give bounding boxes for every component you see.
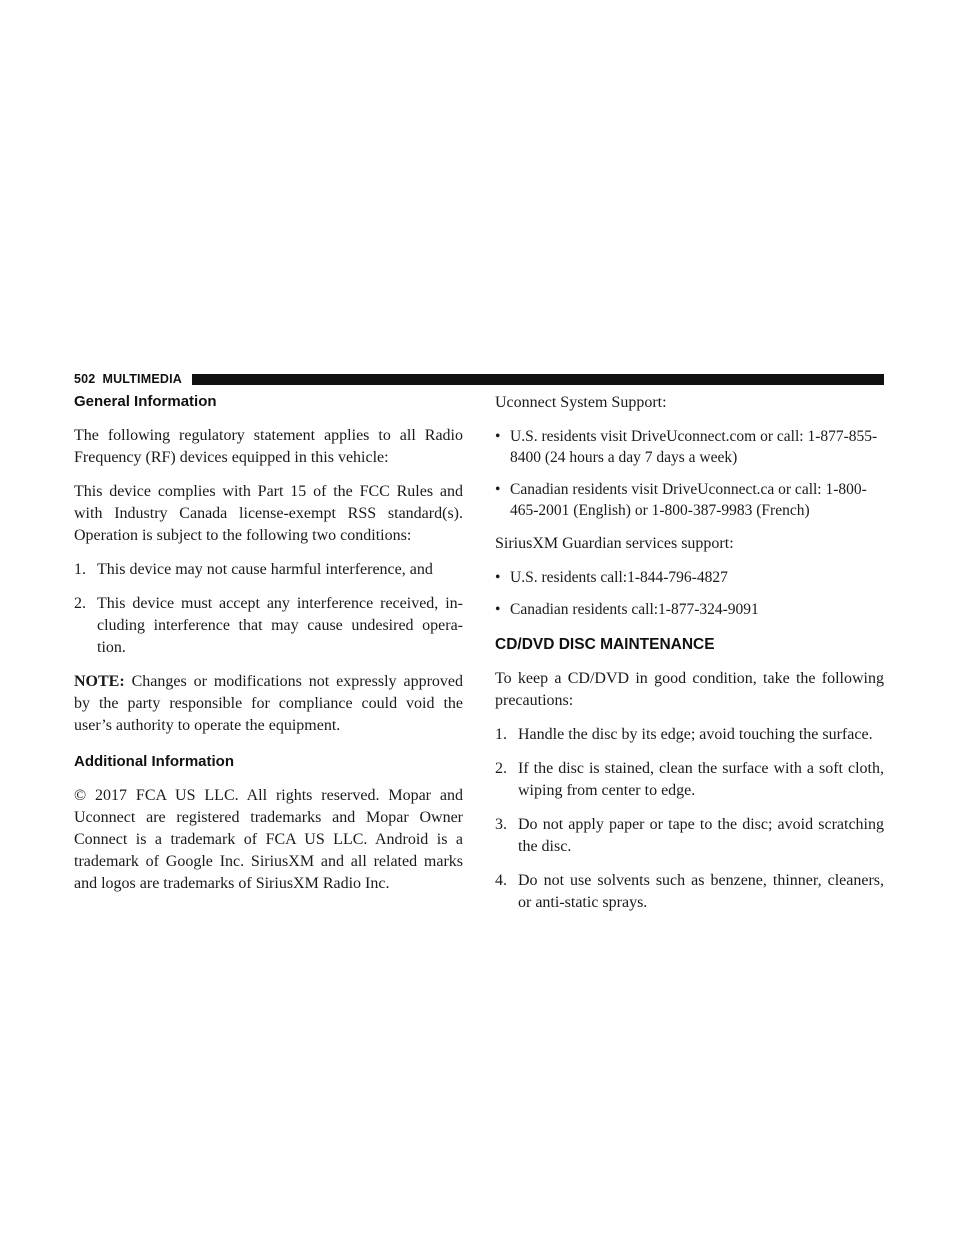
note-label: NOTE:: [74, 673, 125, 690]
general-information-heading: General Information: [74, 393, 217, 410]
bullet-icon: •: [495, 601, 501, 618]
bullet-icon: •: [495, 428, 501, 445]
support-list: [495, 426, 884, 521]
page-number: 502: [74, 372, 96, 386]
maintenance-intro: To keep a CD/DVD in good condition, take the following precautions:: [495, 670, 884, 709]
left-column: [74, 392, 463, 907]
section-title: MULTIMEDIA: [102, 372, 183, 386]
right-column: [495, 392, 884, 926]
trademark-text: © 2017 FCA US LLC. All rights reserved. Mopar and Uconnect are registered trademarks and Mopar Owner Connect is a trademark of FCA US LLC. Android is a trademark of Google Inc. SiriusXM and all related marks and logos are trademarks of SiriusXM Radio Inc.: [74, 787, 463, 892]
list-item: • U.S. residents visit DriveUconnect.com or call: 1-877-855-8400 (24 hours a day 7 days a week): [495, 428, 878, 466]
bullet-icon: •: [495, 481, 501, 498]
page-header: [74, 372, 884, 386]
list-item: 4. Do not use solvents such as benzene, thinner, cleaners, or anti-static sprays.: [495, 872, 884, 911]
list-item: 1. This device may not cause harmful interference, and: [74, 561, 433, 578]
maintenance-steps: [495, 724, 884, 914]
list-item: • Canadian residents call:1-877-324-9091: [495, 601, 759, 618]
header-rule: [192, 374, 884, 385]
additional-information-heading: Additional Information: [74, 753, 234, 770]
guardian-list: [495, 567, 884, 620]
regulatory-intro: The following regulatory statement applies to all Radio Frequency (RF) devices equipped in this vehicle:: [74, 427, 463, 466]
list-item: 2. If the disc is stained, clean the surface with a soft cloth, wiping from center to edge.: [495, 760, 884, 799]
note-text: Changes or modifications not expressly approved by the party responsible for compliance could void the user’s authority to operate the equipment.: [74, 673, 463, 734]
support-heading: Uconnect System Support:: [495, 394, 667, 411]
note-paragraph: [74, 671, 463, 737]
list-item: • Canadian residents visit DriveUconnect.ca or call: 1-800-465-2001 (English) or 1-800-387-9983 (French): [495, 481, 867, 519]
list-item: 1. Handle the disc by its edge; avoid touching the surface.: [495, 726, 873, 743]
list-item: 2. This device must accept any interference received, in-cluding interference that may cause undesired opera-tion.: [74, 595, 463, 656]
list-item: • U.S. residents call:1-844-796-4827: [495, 569, 728, 586]
disc-maintenance-heading: CD/DVD DISC MAINTENANCE: [495, 636, 715, 653]
bullet-icon: •: [495, 569, 501, 586]
list-item: 3. Do not apply paper or tape to the disc; avoid scratching the disc.: [495, 816, 884, 855]
fcc-compliance-text: This device complies with Part 15 of the FCC Rules and with Industry Canada license-exempt RSS standard(s). Operation is subject to the following two conditions:: [74, 483, 463, 544]
conditions-list: [74, 559, 463, 659]
guardian-heading: SiriusXM Guardian services support:: [495, 535, 734, 552]
